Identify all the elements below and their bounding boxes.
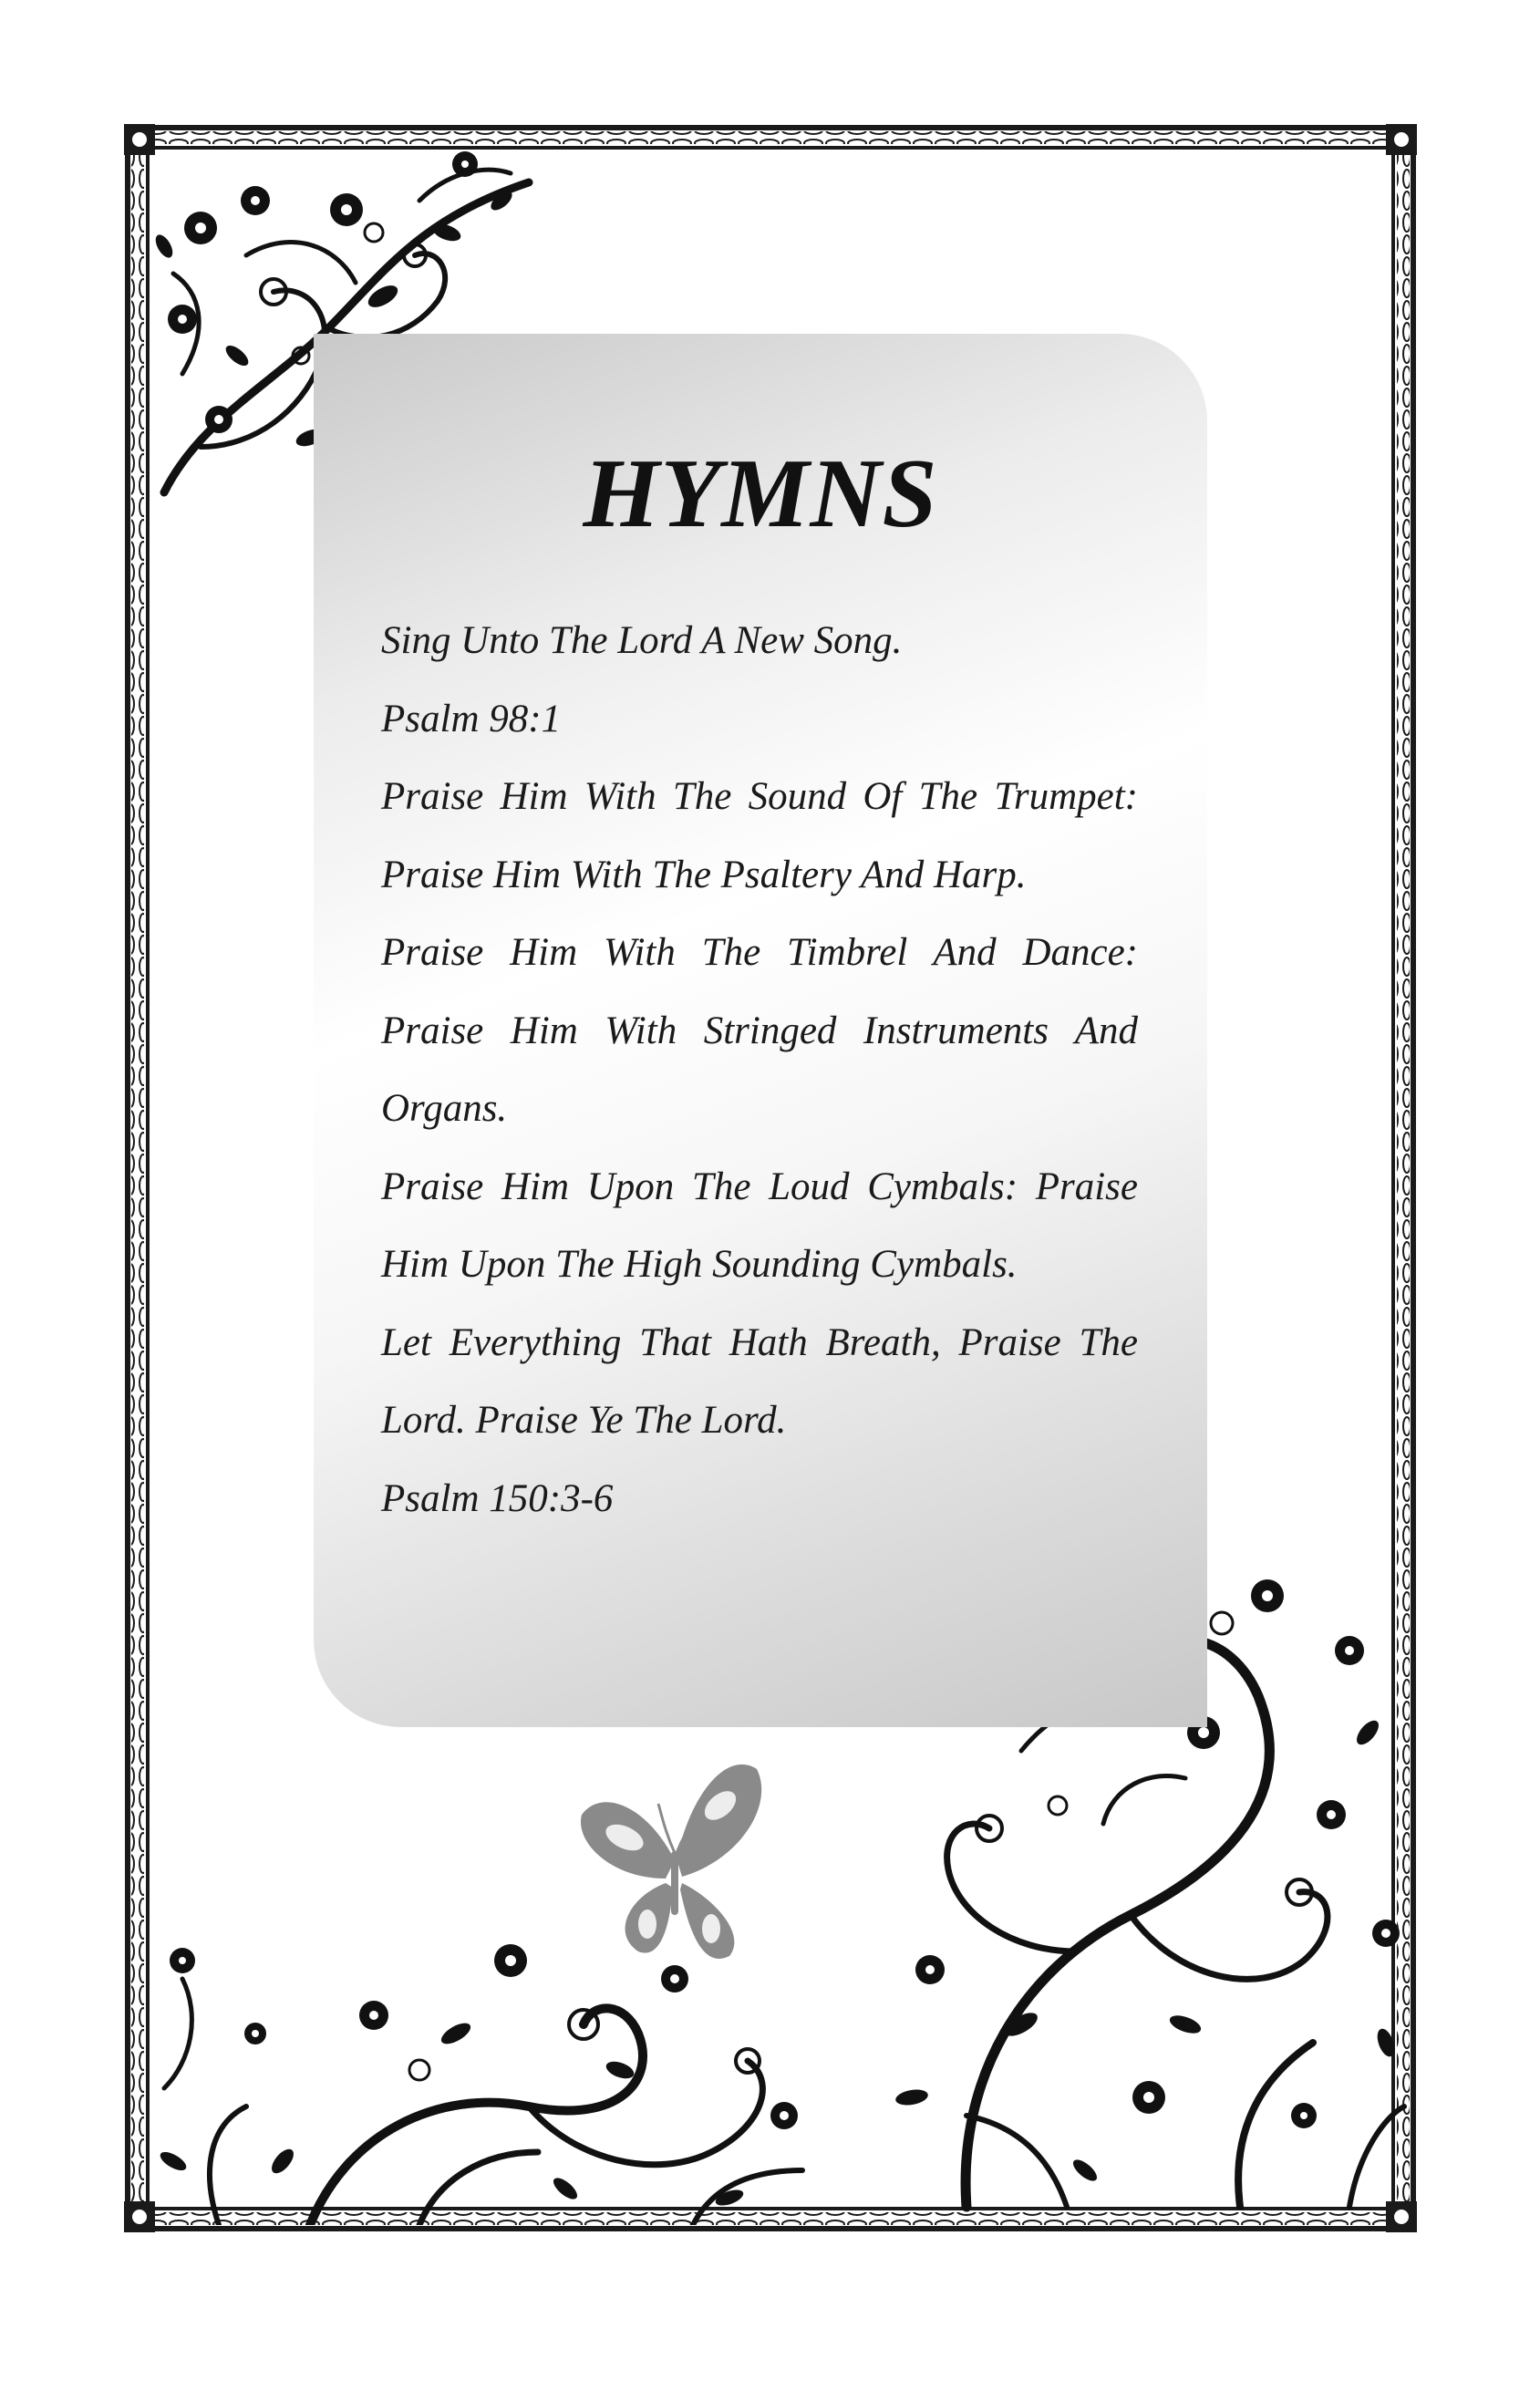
verse-line: Praise Him With The Timbrel And Dance: Praise Him With Stringed Instruments And Organs. xyxy=(381,931,1138,1130)
verse-line: Praise Him With The Sound Of The Trumpet: Praise Him With The Psaltery And Harp. xyxy=(381,775,1138,896)
verse-line: Sing Unto The Lord A New Song. xyxy=(381,619,903,662)
butterfly-icon xyxy=(574,1751,775,1970)
page-title: HYMNS xyxy=(583,440,938,548)
verse-reference: Psalm 150:3-6 xyxy=(381,1476,614,1520)
verse-reference: Psalm 98:1 xyxy=(381,697,562,740)
verse-line: Praise Him Upon The Loud Cymbals: Praise Him Upon The High Sounding Cymbals. xyxy=(381,1164,1138,1286)
verse-line: Let Everything That Hath Breath, Praise The Lord. Praise Ye The Lord. xyxy=(381,1320,1138,1442)
verse-list xyxy=(381,602,1138,1537)
